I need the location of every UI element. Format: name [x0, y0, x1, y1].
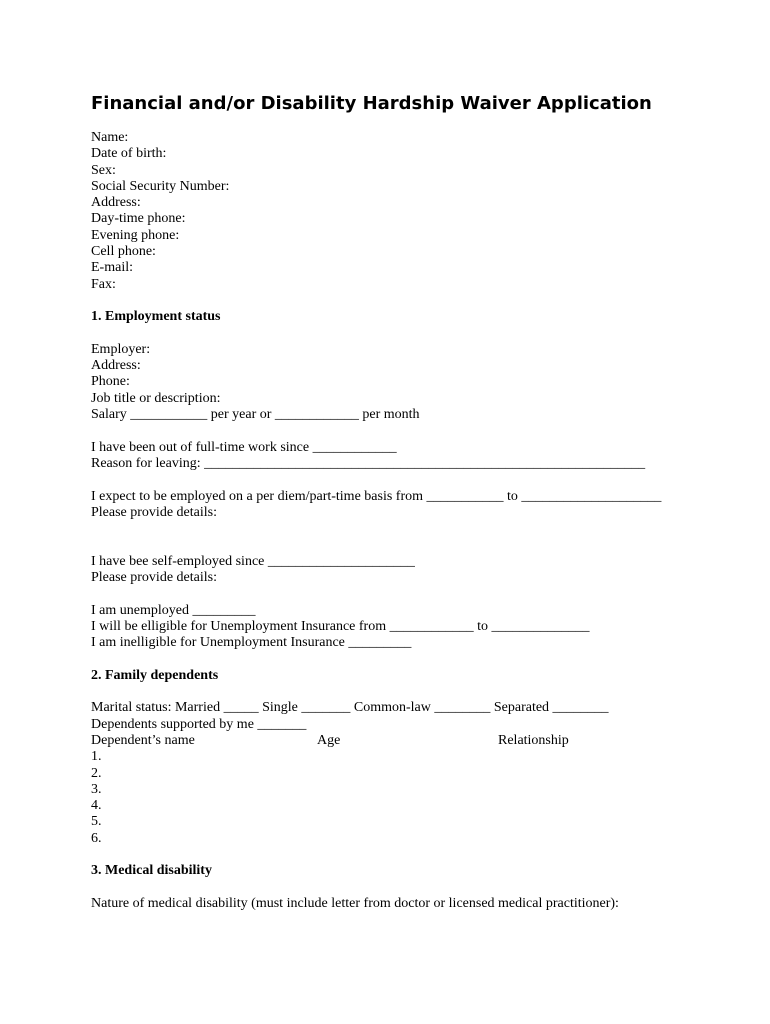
- cell-phone-label: Cell phone:: [91, 244, 156, 260]
- family-section: [91, 668, 731, 847]
- dependent-row-6: 6.: [91, 830, 102, 846]
- salary-line: Salary ___________ per year or ____________ per month: [91, 407, 420, 423]
- employer-label: Employer:: [91, 341, 151, 357]
- address-label: Address:: [91, 195, 141, 211]
- part-time-expectation-line: I expect to be employed on a per diem/part-time basis from ___________ to ____________________: [91, 488, 662, 504]
- dependent-row-1: 1.: [91, 749, 102, 765]
- evening-phone-label: Evening phone:: [91, 227, 180, 243]
- sex-label: Sex:: [91, 162, 116, 178]
- dependent-row-5: 5.: [91, 814, 102, 830]
- dependent-row-4: 4.: [91, 798, 102, 814]
- family-heading: 2. Family dependents: [91, 667, 219, 683]
- medical-disability-nature-line: Nature of medical disability (must include letter from doctor or licensed medical practitioner):: [91, 895, 619, 911]
- relationship-header: Relationship: [498, 732, 569, 748]
- date-of-birth-label: Date of birth:: [91, 146, 167, 162]
- daytime-phone-label: Day-time phone:: [91, 211, 186, 227]
- medical-heading: 3. Medical disability: [91, 863, 212, 879]
- page-title: Financial and/or Disability Hardship Waiver Application: [91, 93, 652, 114]
- employer-address-label: Address:: [91, 358, 141, 374]
- email-label: E-mail:: [91, 260, 133, 276]
- details-label-2: Please provide details:: [91, 570, 217, 586]
- job-title-label: Job title or description:: [91, 390, 221, 406]
- employment-heading: 1. Employment status: [91, 309, 221, 325]
- dependents-header-row: [91, 733, 731, 749]
- reason-for-leaving-line: Reason for leaving: _______________________________________________________________: [91, 455, 646, 471]
- dependents-supported-line: Dependents supported by me _______: [91, 716, 307, 732]
- unemployed-line: I am unemployed _________: [91, 602, 256, 618]
- marital-status-line: Marital status: Married _____ Single _______ Common-law ________ Separated ________: [91, 700, 609, 716]
- dependent-row-3: 3.: [91, 781, 102, 797]
- personal-info-section: [91, 130, 731, 293]
- age-header: Age: [317, 732, 341, 748]
- name-label: Name:: [91, 130, 129, 145]
- employment-section: [91, 309, 731, 651]
- details-label-1: Please provide details:: [91, 504, 217, 520]
- out-of-work-line: I have been out of full-time work since ____________: [91, 439, 397, 455]
- ssn-label: Social Security Number:: [91, 178, 230, 194]
- dependent-row-2: 2.: [91, 765, 102, 781]
- dependent-name-header: Dependent’s name: [91, 732, 195, 748]
- employer-phone-label: Phone:: [91, 374, 130, 390]
- self-employed-line: I have bee self-employed since _____________________: [91, 553, 415, 569]
- form-content: [91, 130, 731, 912]
- fax-label: Fax:: [91, 276, 116, 292]
- ui-ineligible-line: I am inelligible for Unemployment Insurance _________: [91, 635, 412, 651]
- medical-section: [91, 863, 731, 912]
- ui-eligible-line: I will be elligible for Unemployment Insurance from ____________ to ______________: [91, 618, 590, 634]
